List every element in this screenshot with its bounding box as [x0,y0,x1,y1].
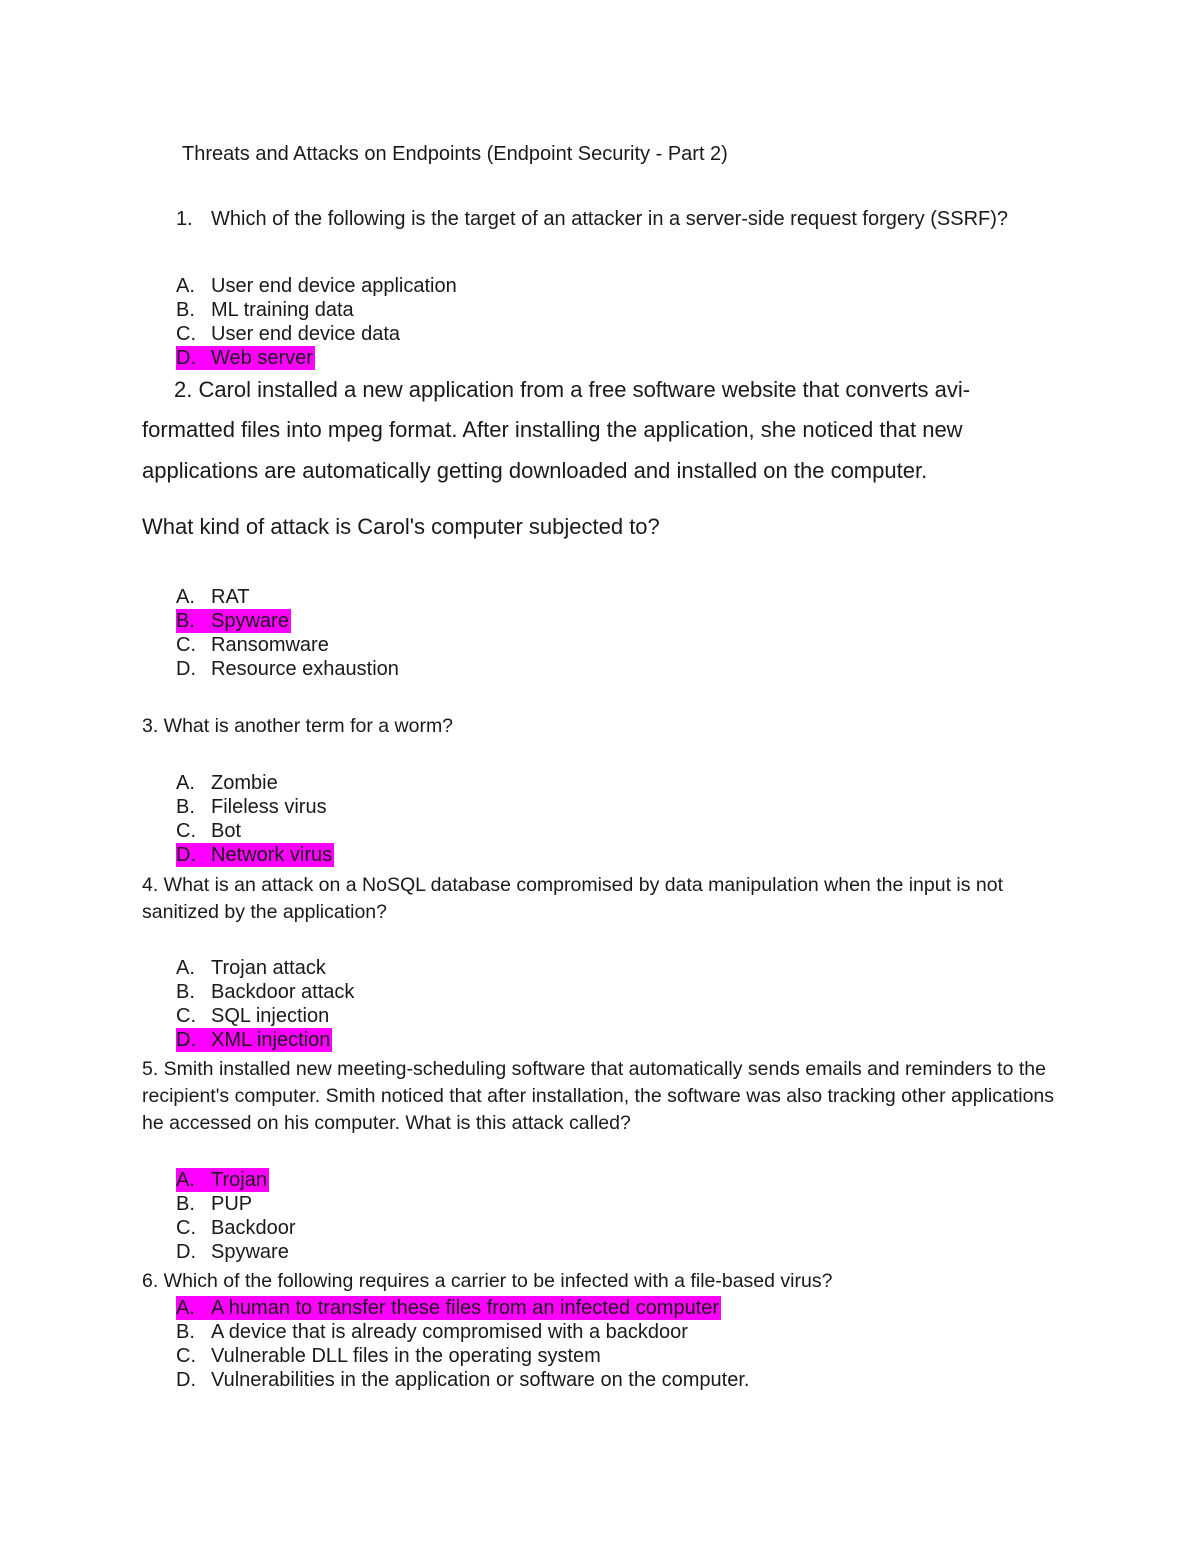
question-1-option-a: A. User end device application [176,275,457,297]
question-2-options [176,585,401,681]
question-4-option-d: D. XML injection [176,1029,331,1051]
question-2-followup: What kind of attack is Carol's computer subjected to? [142,514,660,539]
question-2-line-3: applications are automatically getting downloaded and installed on the computer. [142,458,928,483]
question-6-text: 6. Which of the following requires a carrier to be infected with a file-based virus? [142,1270,833,1292]
question-1-option-d: D. Web server [176,347,313,369]
question-2-option-b: B. Spyware [176,610,289,632]
question-3-text: 3. What is another term for a worm? [142,715,454,737]
question-6-options [176,1296,751,1392]
question-5-option-d: D. Spyware [176,1241,289,1263]
question-6-option-d: D. Vulnerabilities in the application or software on the computer. [176,1369,750,1391]
question-1-option-c: C. User end device data [176,323,401,345]
question-4-option-c: C. SQL injection [176,1005,330,1027]
question-5-option-c: C. Backdoor [176,1217,296,1239]
question-5-option-b: B. PUP [176,1193,253,1215]
question-4-options [176,956,356,1052]
question-3-option-b: B. Fileless virus [176,796,327,818]
question-2-option-a: A. RAT [176,586,250,608]
question-1-text: Which of the following is the target of an attacker in a server-side request forgery (SSRF)? [211,208,1009,230]
question-1-options [176,274,459,370]
question-5-text: 5. Smith installed new meeting-scheduling software that automatically sends emails and reminders to the recipient's computer. Smith noticed that after installation, the software was also tracking other applications he accessed on his computer. What is this attack called? [142,1058,1055,1134]
question-1-option-b: B. ML training data [176,299,354,321]
question-6-option-b: B. A device that is already compromised with a backdoor [176,1321,688,1343]
question-4-option-a: A. Trojan attack [176,957,326,979]
question-2-line-1: 2. Carol installed a new application from a free software website that converts avi- [174,377,971,402]
question-5-option-a: A. Trojan [176,1169,267,1191]
question-4-text: 4. What is an attack on a NoSQL database compromised by data manipulation when the input is not sanitized by the application? [142,874,1004,923]
question-6-option-a: A. A human to transfer these files from an infected computer [176,1297,720,1319]
question-2-option-c: C. Ransomware [176,634,329,656]
question-4-option-b: B. Backdoor attack [176,981,355,1003]
question-6-option-c: C. Vulnerable DLL files in the operating system [176,1345,601,1367]
question-1-number: 1. [176,208,193,230]
question-2-option-d: D. Resource exhaustion [176,658,399,680]
question-3-options [176,771,334,867]
question-5-options [176,1168,298,1264]
document-title: Threats and Attacks on Endpoints (Endpoint Security - Part 2) [182,143,728,165]
question-3-option-c: C. Bot [176,820,242,842]
question-3-option-d: D. Network virus [176,844,333,866]
question-3-option-a: A. Zombie [176,772,278,794]
question-2-line-2: formatted files into mpeg format. After installing the application, she noticed that new [142,417,963,442]
